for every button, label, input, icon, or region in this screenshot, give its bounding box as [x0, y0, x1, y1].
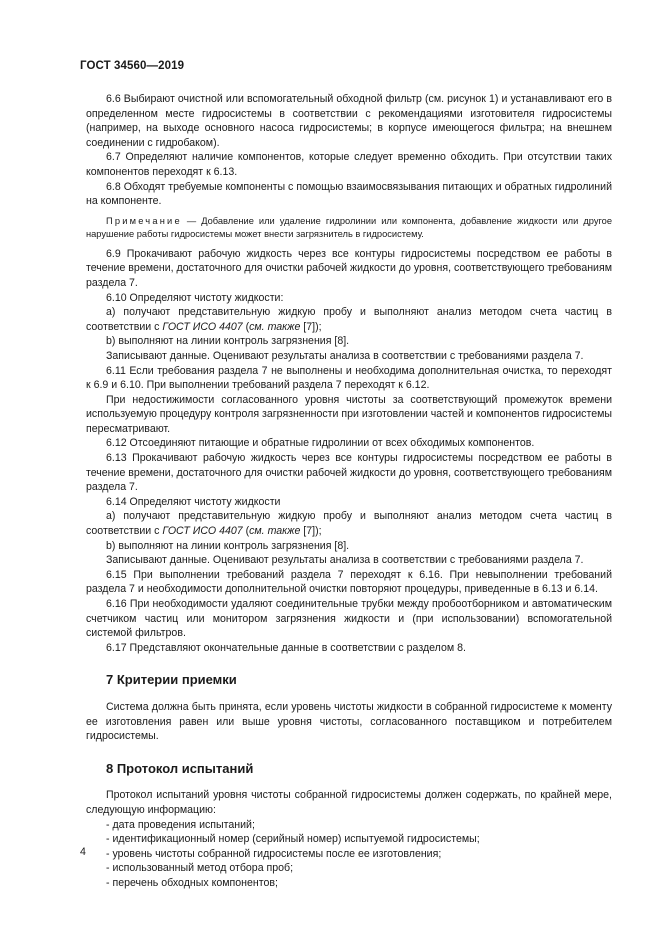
- section-7-title: 7 Критерии приемки: [106, 672, 237, 688]
- text-span: a) получают представительную жидкую пробу и выполняют анализ методом счета частиц в соответствии с: [86, 306, 612, 333]
- document-body: [86, 92, 612, 891]
- paragraph-6-15: 6.15 При выполнении требований раздела 7 переходят к 6.16. При невыполнении требований раздела 7 и необходимости дополнительной очистки повторяют процедуры, приведенные в 6.13 и 6.14.: [86, 568, 612, 596]
- note-text: — Добавление или удаление гидролинии или компонента, добавление жидкости или другое нарушение работы гидросистемы может внести загрязнитель в гидросистему.: [86, 215, 612, 239]
- text-span: [7]);: [300, 525, 322, 538]
- see-also: см. также: [249, 525, 301, 538]
- section-8-title: 8 Протокол испытаний: [106, 760, 254, 776]
- paragraph-6-14-a: [86, 509, 612, 538]
- standard-code-header: ГОСТ 34560—2019: [80, 60, 185, 72]
- reference-gost-iso-4407: ГОСТ ИСО 4407: [162, 320, 243, 333]
- note: [86, 215, 612, 241]
- paragraph-6-13: 6.13 Прокачивают рабочую жидкость через все контуры гидросистемы посредством ее работы в течение времени, достаточного для очистки рабочей жидкости до уровня, соответствующего требованиям раздела 7.: [86, 452, 612, 494]
- list-item: - использованный метод отбора проб;: [106, 862, 294, 875]
- paragraph-6-10: 6.10 Определяют чистоту жидкости:: [106, 291, 284, 304]
- list-item: - уровень чистоты собранной гидросистемы после ее изготовления;: [106, 847, 442, 860]
- list-item: - идентификационный номер (серийный номер) испытуемой гидросистемы;: [106, 833, 480, 846]
- paragraph-6-10-c: Записывают данные. Оценивают результаты анализа в соответствии с требованиями раздела 7.: [106, 349, 584, 362]
- paragraph-6-14-c: Записывают данные. Оценивают результаты анализа в соответствии с требованиями раздела 7.: [106, 554, 584, 567]
- list-item: - дата проведения испытаний;: [106, 818, 255, 831]
- text-span: [7]);: [300, 320, 322, 333]
- text-span: a) получают представительную жидкую пробу и выполняют анализ методом счета частиц в соответствии с: [86, 510, 612, 538]
- paragraph-6-14: 6.14 Определяют чистоту жидкости: [106, 495, 281, 508]
- paragraph-6-8: 6.8 Обходят требуемые компоненты с помощью взаимосвязывания питающих и обратных гидролиний на компоненте.: [86, 180, 612, 208]
- list-item: - перечень обходных компонентов;: [106, 876, 278, 889]
- paragraph-6-9: 6.9 Прокачивают рабочую жидкость через все контуры гидросистемы посредством ее работы в течение времени, достаточного для очистки рабочей жидкости до уровня, соответствующего требованиям раздела 7.: [86, 247, 612, 289]
- note-label: Примечание: [106, 215, 182, 226]
- paragraph-6-17: 6.17 Представляют окончательные данные в соответствии с разделом 8.: [106, 641, 466, 654]
- reference-gost-iso-4407: ГОСТ ИСО 4407: [162, 525, 243, 538]
- paragraph-6-11: 6.11 Если требования раздела 7 не выполнены и необходима дополнительная очистка, то переходят к 6.9 и 6.10. При выполнении требований раздела 7 переходят к 6.12.: [86, 364, 612, 392]
- section-7-text: Система должна быть принята, если уровень чистоты жидкости в собранной гидросистеме к моменту ее изготовления равен или выше уровня чистоты, согласованного поставщиком и потребителем гидросистемы.: [86, 700, 612, 743]
- paragraph-6-11-b: При недостижимости согласованного уровня чистоты за соответствующий промежуток времени используемую процедуру контроля загрязненности при изготовлении частей и компонентов гидросистемы пересматривают.: [86, 393, 612, 435]
- text-span: (: [242, 320, 250, 333]
- page-number: 4: [80, 846, 86, 858]
- paragraph-6-16: 6.16 При необходимости удаляют соединительные трубки между пробоотборником и автоматическим счетчиком частиц или монитором загрязнения жидкости и (при использовании) вспомогательной системой фильтров.: [86, 598, 612, 640]
- paragraph-6-7: 6.7 Определяют наличие компонентов, которые следует временно обходить. При отсутствии таких компонентов переходят к 6.13.: [86, 151, 612, 178]
- section-8-intro: Протокол испытаний уровня чистоты собранной гидросистемы должен содержать, по крайней мере, следующую информацию:: [86, 789, 612, 816]
- see-also: см. также: [249, 320, 301, 333]
- paragraph-6-10-b: b) выполняют на линии контроль загрязнения [8].: [106, 335, 350, 348]
- paragraph-6-10-a: [86, 305, 612, 334]
- text-span: (: [242, 525, 250, 538]
- paragraph-6-14-b: b) выполняют на линии контроль загрязнения [8].: [106, 539, 350, 552]
- paragraph-6-6: 6.6 Выбирают очистной или вспомогательный обходной фильтр (см. рисунок 1) и устанавливают его в определенном месте гидросистемы в соответствии с рекомендациями изготовителя гидросистемы (например, на выходе основного насоса гидросистемы; в корпусе имеющегося фильтра; на внешнем соединении с гидробаком).: [86, 93, 612, 149]
- paragraph-6-12: 6.12 Отсоединяют питающие и обратные гидролинии от всех обходимых компонентов.: [106, 437, 535, 450]
